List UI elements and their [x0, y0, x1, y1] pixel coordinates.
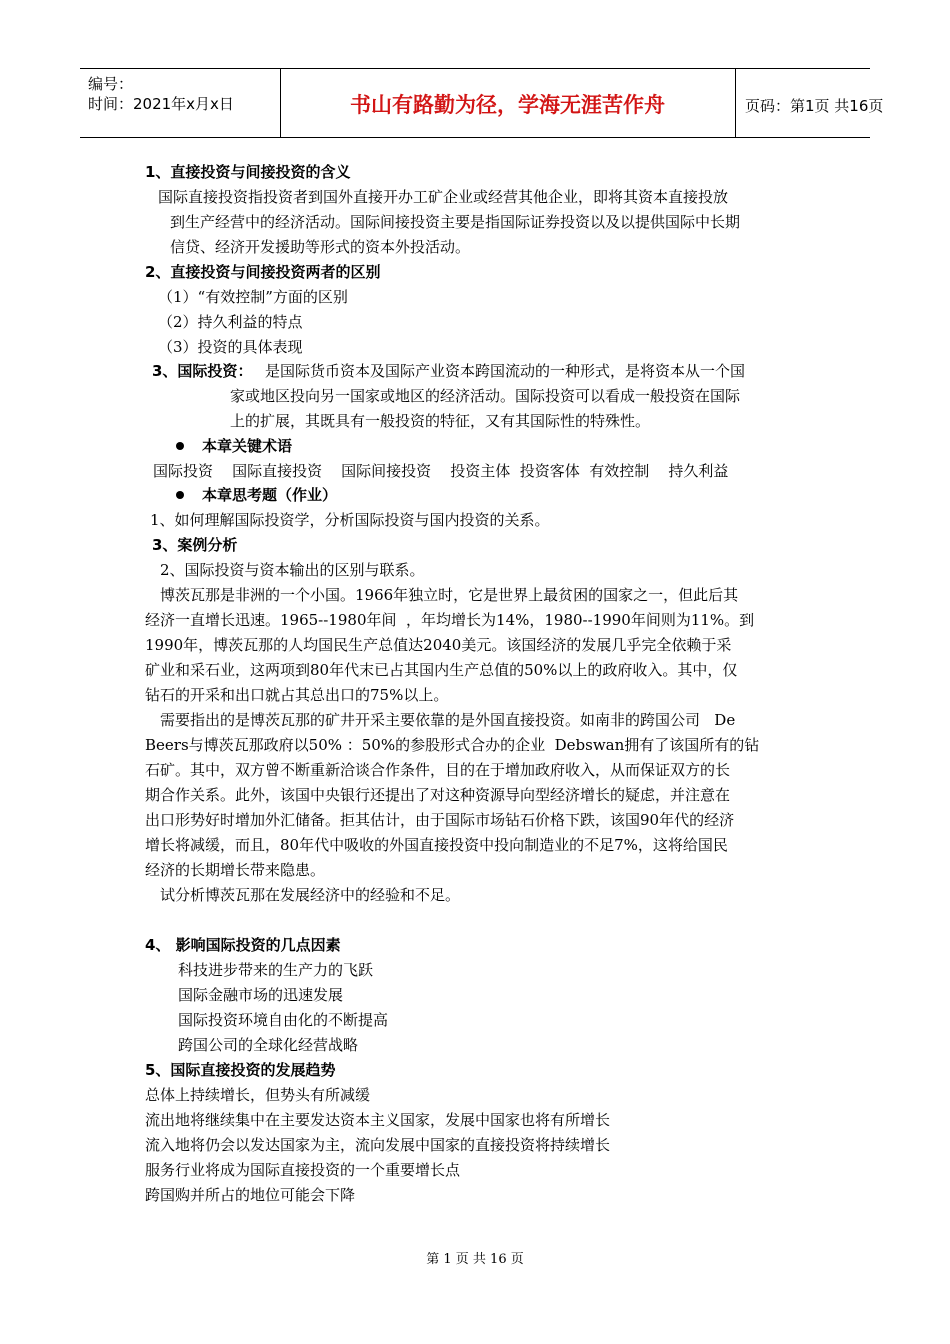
section-5-item: 跨国购并所占的地位可能会下降 — [145, 1186, 356, 1204]
section-5-item: 流入地将仍会以发达国家为主，流向发展中国家的直接投资将持续增长 — [145, 1136, 611, 1154]
header-left-cell — [80, 69, 281, 137]
section-3-line: 上的扩展，其既具有一般投资的特征，又有其国际性的特殊性。 — [230, 412, 651, 430]
case-para2-line: 石矿。其中，双方曾不断重新洽谈合作条件，目的在于增加政府收入，从而保证双方的长 — [145, 761, 731, 779]
section-4-title: 4、 影响国际投资的几点因素 — [145, 936, 341, 954]
section-1-title: 1、直接投资与间接投资的含义 — [145, 163, 351, 181]
section-2-title: 2、直接投资与间接投资两者的区别 — [145, 263, 381, 281]
homework-question: 1、如何理解国际投资学，分析国际投资与国内投资的关系。 — [150, 511, 550, 529]
date-label: 时间：2021年x月x日 — [88, 95, 234, 113]
section-3-line: 是国际货币资本及国际产业资本跨国流动的一种形式，是将资本从一个国 — [265, 362, 746, 380]
header-right-cell — [735, 69, 884, 137]
section-4-item: 科技进步带来的生产力的飞跃 — [178, 961, 374, 979]
case-para2-line: 需要指出的是博茨瓦那的矿井开采主要依靠的是外国直接投资。如南非的跨国公司 De — [160, 711, 736, 729]
section-1-line: 到生产经营中的经济活动。国际间接投资主要是指国际证券投资以及以提供国际中长期 — [170, 213, 741, 231]
section-1-line: 信贷、经济开发援助等形式的资本外投活动。 — [170, 238, 471, 256]
case-analysis-question: 试分析博茨瓦那在发展经济中的经验和不足。 — [160, 886, 461, 904]
section-5-item: 服务行业将成为国际直接投资的一个重要增长点 — [145, 1161, 461, 1179]
number-label: 编号： — [88, 75, 134, 93]
section-5-title: 5、国际直接投资的发展趋势 — [145, 1061, 336, 1079]
case-para1-line: 博茨瓦那是非洲的一个小国。1966年独立时，它是世界上最贫困的国家之一，但此后其 — [160, 586, 739, 604]
section-5-item: 总体上持续增长，但势头有所减缓 — [145, 1086, 371, 1104]
section-4-item: 国际投资环境自由化的不断提高 — [178, 1011, 389, 1029]
case-question: 2、国际投资与资本输出的区别与联系。 — [160, 561, 425, 579]
section-2-item: （2）持久利益的特点 — [158, 313, 303, 331]
document-header — [80, 68, 884, 138]
case-para1-line: 钻石的开采和出口就占其总出口的75%以上。 — [145, 686, 449, 704]
bullet-icon — [176, 442, 184, 450]
keyterms-list: 国际投资 国际直接投资 国际间接投资 投资主体 投资客体 有效控制 持久利益 — [153, 462, 729, 480]
section-2-item: （3）投资的具体表现 — [158, 338, 303, 356]
bullet-icon — [176, 491, 184, 499]
case-para2-line: 出口形势好时增加外汇储备。拒其估计，由于国际市场钻石价格下跌，该国90年代的经济 — [145, 811, 735, 829]
motto: 书山有路勤为径，学海无涯苦作舟 — [350, 93, 665, 117]
section-3-line: 家或地区投向另一国家或地区的经济活动。国际投资可以看成一般投资在国际 — [230, 387, 741, 405]
section-3-title: 3、国际投资： — [152, 362, 253, 380]
case-para2-line: 经济的长期增长带来隐患。 — [145, 861, 326, 879]
section-5-item: 流出地将继续集中在主要发达资本主义国家，发展中国家也将有所增长 — [145, 1111, 611, 1129]
case-para1-line: 矿业和采石业，这两项到80年代末已占其国内生产总值的50%以上的政府收入。其中，仅 — [145, 661, 738, 679]
page-info: 页码：第1页 共16页 — [745, 97, 884, 115]
keyterms-title: 本章关键术语 — [202, 437, 293, 455]
section-1-line: 国际直接投资指投资者到国外直接开办工矿企业或经营其他企业，即将其资本直接投放 — [158, 188, 729, 206]
case-para2-line: 期合作关系。此外，该国中央银行还提出了对这种资源导向型经济增长的疑虑，并注意在 — [145, 786, 731, 804]
section-4-item: 跨国公司的全球化经营战略 — [178, 1036, 359, 1054]
section-2-item: （1）“有效控制”方面的区别 — [158, 288, 348, 306]
header-center-cell — [280, 69, 736, 137]
case-para2-line: 增长将减缓，而且，80年代中吸收的外国直接投资中投向制造业的不足7%，这将给国民 — [145, 836, 728, 854]
section-4-item: 国际金融市场的迅速发展 — [178, 986, 344, 1004]
case-para1-line: 1990年，博茨瓦那的人均国民生产总值达2040美元。该国经济的发展几乎完全依赖于采 — [145, 636, 732, 654]
case-para1-line: 经济一直增长迅速。1965--1980年间 ，年均增长为14%，1980--1990年间则为11%。到 — [145, 611, 755, 629]
case-para2-line: Beers与博茨瓦那政府以50% ：50%的参股形式合办的企业 Debswan拥有了该国所有的钻 — [145, 736, 760, 754]
homework-title: 本章思考题（作业） — [202, 486, 338, 504]
page-footer: 第 1 页 共 16 页 — [426, 1252, 524, 1267]
case-title: 3、案例分析 — [152, 536, 238, 554]
